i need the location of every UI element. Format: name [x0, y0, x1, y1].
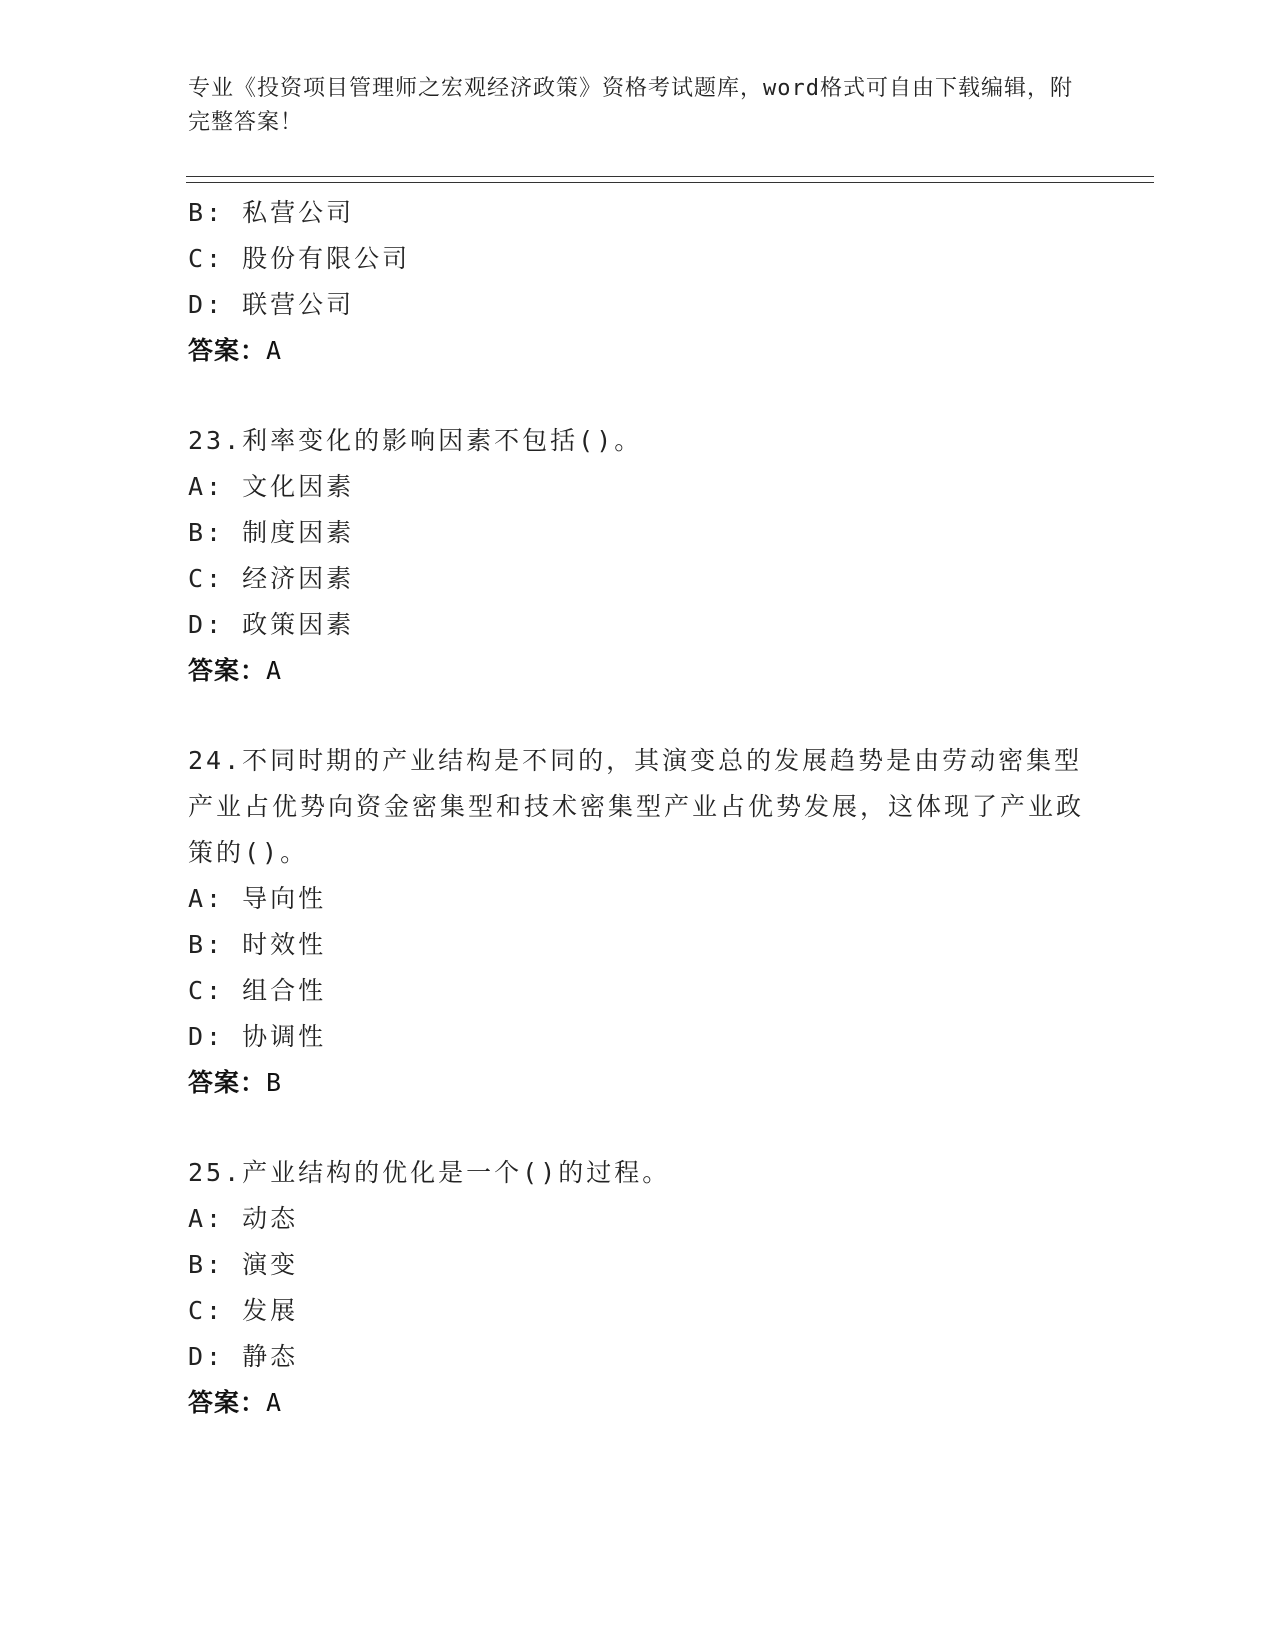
option-label: A: — [188, 1204, 225, 1233]
option-label: B: — [188, 198, 225, 227]
question-text: 利率变化的影响因素不包括()。 — [242, 426, 643, 455]
question-list — [188, 190, 1088, 1426]
option-b — [188, 1242, 1088, 1288]
answer-label: 答案： — [188, 336, 267, 365]
option-d — [188, 282, 1088, 328]
option-text: 静态 — [242, 1342, 299, 1371]
question-text: 产业结构的优化是一个()的过程。 — [242, 1158, 671, 1187]
option-label: B: — [188, 518, 225, 547]
answer-value: A — [266, 336, 283, 365]
question-number: 24. — [188, 746, 243, 775]
question-block-24 — [188, 738, 1088, 1106]
option-label: C: — [188, 1296, 225, 1325]
page-header — [188, 72, 1088, 140]
option-label: A: — [188, 884, 225, 913]
option-d — [188, 602, 1088, 648]
question-block-23 — [188, 418, 1088, 694]
option-label: C: — [188, 976, 225, 1005]
option-b — [188, 922, 1088, 968]
option-label: D: — [188, 1022, 225, 1051]
option-a — [188, 876, 1088, 922]
option-text: 文化因素 — [242, 472, 355, 501]
option-a — [188, 464, 1088, 510]
option-label: B: — [188, 930, 225, 959]
option-text: 私营公司 — [242, 198, 355, 227]
answer-label: 答案： — [188, 1068, 267, 1097]
option-text: 协调性 — [242, 1022, 327, 1051]
answer-label: 答案： — [188, 656, 267, 685]
option-label: C: — [188, 564, 225, 593]
answer-line — [188, 328, 1088, 374]
option-text: 发展 — [242, 1296, 299, 1325]
option-b — [188, 190, 1088, 236]
answer-value: A — [266, 1388, 283, 1417]
option-d — [188, 1014, 1088, 1060]
header-divider — [186, 176, 1154, 183]
option-b — [188, 510, 1088, 556]
option-label: A: — [188, 472, 225, 501]
question-stem — [188, 738, 1088, 876]
answer-line — [188, 1380, 1088, 1426]
question-stem — [188, 418, 1088, 464]
header-text: 专业《投资项目管理师之宏观经济政策》资格考试题库，word格式可自由下载编辑，附完整答案！ — [188, 76, 1073, 135]
option-label: C: — [188, 244, 225, 273]
option-label: D: — [188, 1342, 225, 1371]
option-text: 时效性 — [242, 930, 327, 959]
option-text: 政策因素 — [242, 610, 355, 639]
question-stem — [188, 1150, 1088, 1196]
option-text: 联营公司 — [242, 290, 355, 319]
question-number: 23. — [188, 426, 243, 455]
option-text: 股份有限公司 — [242, 244, 411, 273]
option-a — [188, 1196, 1088, 1242]
option-text: 动态 — [242, 1204, 299, 1233]
question-text: 不同时期的产业结构是不同的，其演变总的发展趋势是由劳动密集型产业占优势向资金密集型和技术密集型产业占优势发展，这体现了产业政策的()。 — [188, 746, 1085, 867]
option-text: 演变 — [242, 1250, 299, 1279]
answer-line — [188, 1060, 1088, 1106]
answer-line — [188, 648, 1088, 694]
option-text: 制度因素 — [242, 518, 355, 547]
answer-value: B — [266, 1068, 283, 1097]
option-text: 经济因素 — [242, 564, 355, 593]
option-label: B: — [188, 1250, 225, 1279]
option-c — [188, 556, 1088, 602]
option-c — [188, 236, 1088, 282]
option-text: 导向性 — [242, 884, 327, 913]
answer-label: 答案： — [188, 1388, 267, 1417]
option-label: D: — [188, 610, 225, 639]
option-d — [188, 1334, 1088, 1380]
question-number: 25. — [188, 1158, 243, 1187]
option-c — [188, 968, 1088, 1014]
question-block-25 — [188, 1150, 1088, 1426]
answer-value: A — [266, 656, 283, 685]
option-label: D: — [188, 290, 225, 319]
question-block-partial — [188, 190, 1088, 374]
option-text: 组合性 — [242, 976, 327, 1005]
option-c — [188, 1288, 1088, 1334]
